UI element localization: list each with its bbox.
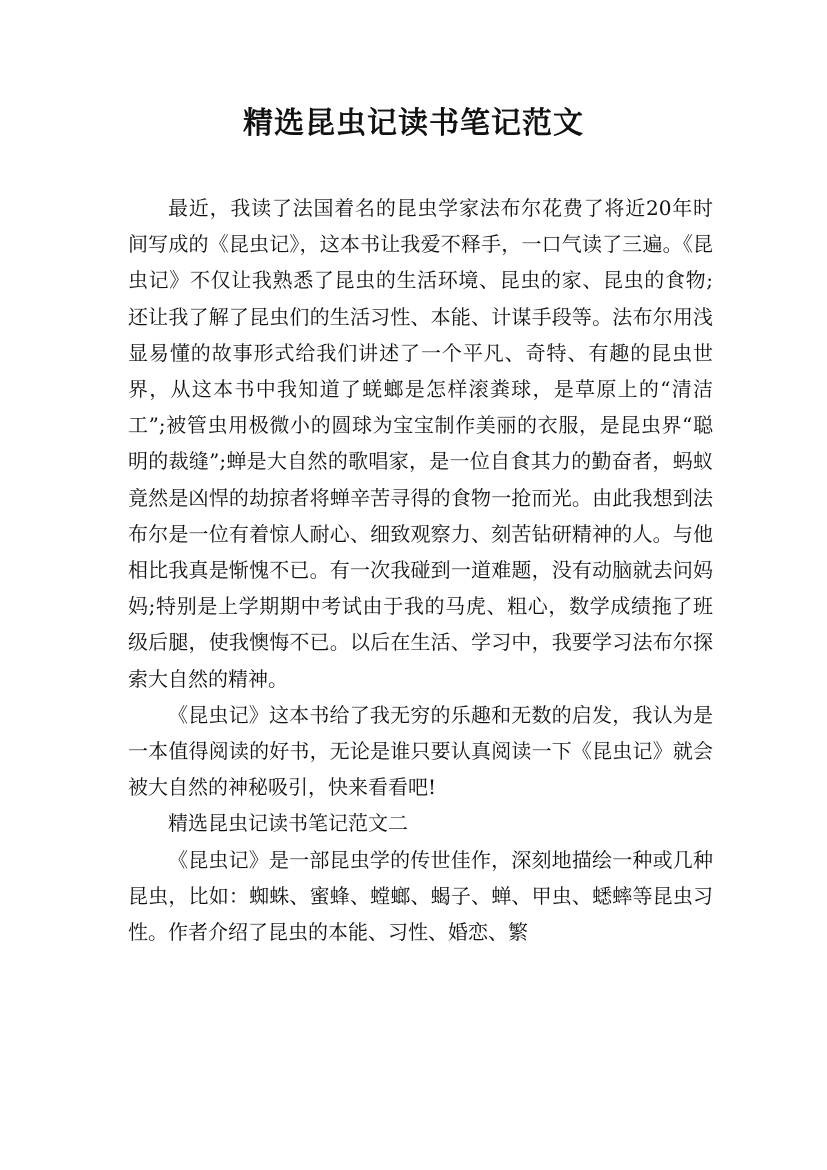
paragraph: 《昆虫记》是一部昆虫学的传世佳作，深刻地描绘一种或几种昆虫，比如：蜘蛛、蜜蜂、螳螂、蝎子、蝉、甲虫、蟋蟀等昆虫习性。作者介绍了昆虫的本能、习性、婚恋、繁: [128, 847, 713, 945]
document-body: [128, 190, 713, 950]
section-heading: 精选昆虫记读书笔记范文二: [168, 811, 408, 836]
document-title: 精选昆虫记读书笔记范文: [243, 106, 584, 141]
paragraph: 最近，我读了法国着名的昆虫学家法布尔花费了将近20年时间写成的《昆虫记》，这本书让我爱不释手，一口气读了三遍。《昆虫记》不仅让我熟悉了昆虫的生活环境、昆虫的家、昆虫的食物;还让我了解了昆虫们的生活习性、本能、计谋手段等。法布尔用浅显易懂的故事形式给我们讲述了一个平凡、奇特、有趣的昆虫世界，从这本书中我知道了蜣螂是怎样滚粪球，是草原上的“清洁工”;被管虫用极微小的圆球为宝宝制作美丽的衣服，是昆虫界“聪明的裁缝”;蝉是大自然的歌唱家，是一位自食其力的勤奋者，蚂蚁竟然是凶悍的劫掠者将蝉辛苦寻得的食物一抢而光。由此我想到法布尔是一位有着惊人耐心、细致观察力、刻苦钻研精神的人。与他相比我真是惭愧不已。有一次我碰到一道难题，没有动脑就去问妈妈;特别是上学期期中考试由于我的马虎、粗心，数学成绩拖了班级后腿，使我懊悔不已。以后在生活、学习中，我要学习法布尔探索大自然的精神。: [128, 196, 713, 691]
paragraph: 《昆虫记》这本书给了我无穷的乐趣和无数的启发，我认为是一本值得阅读的好书，无论是谁只要认真阅读一下《昆虫记》就会被大自然的神秘吸引，快来看看吧!: [128, 702, 713, 800]
